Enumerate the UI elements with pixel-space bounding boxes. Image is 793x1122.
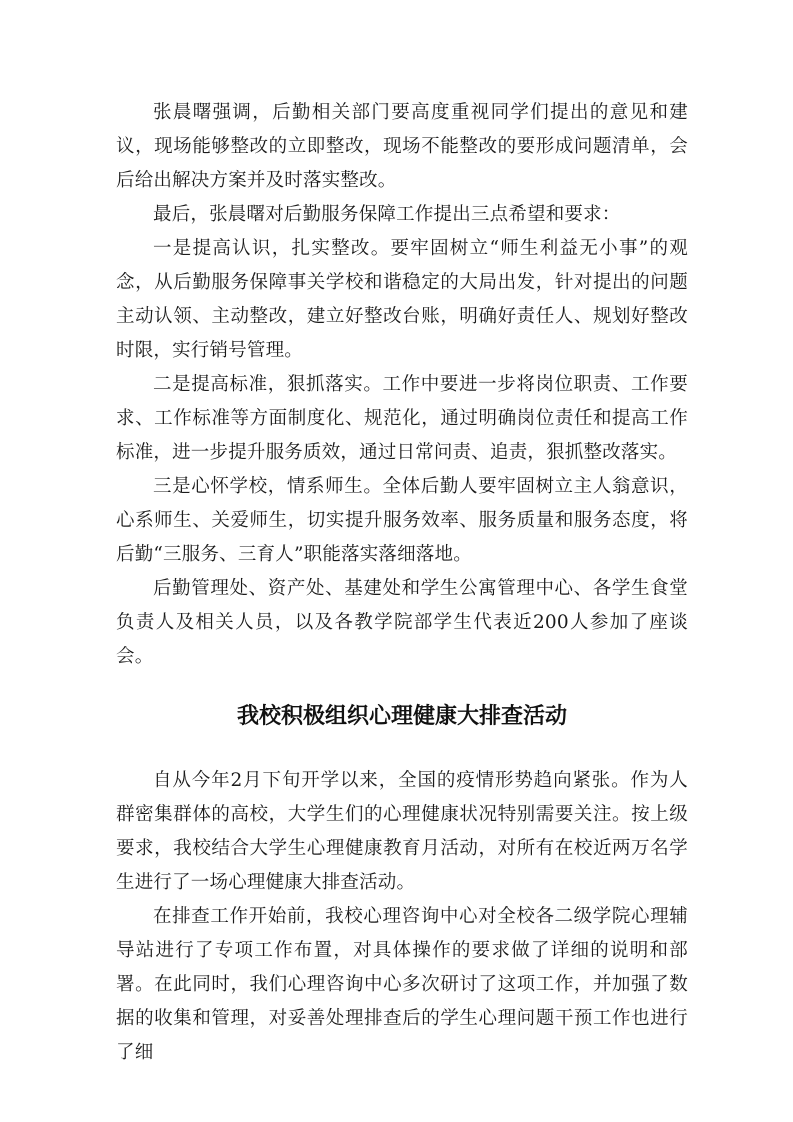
- paragraph-requirement-two: 二是提高标准，狠抓落实。工作中要进一步将岗位职责、工作要求、工作标准等方面制度化、规范化，通过明确岗位责任和提高工作标准，进一步提升服务质效，通过日常问责、追责，狠抓整改落实。: [116, 374, 688, 463]
- paragraph-background: 自从今年2月下旬开学以来，全国的疫情形势趋向紧张。作为人群密集群体的高校，大学生们的心理健康状况特别需要关注。按上级要求，我校结合大学生心理健康教育月活动，对所有在校近两万名学生进行了一场心理健康大排查活动。: [116, 770, 688, 893]
- paragraph-preparation: 在排查工作开始前，我校心理咨询中心对全校各二级学院心理辅导站进行了专项工作布置，对具体操作的要求做了详细的说明和部署。在此同时，我们心理咨询中心多次研讨了这项工作，并加强了数据的收集和管理，对妥善处理排查后的学生心理问题干预工作也进行了细: [116, 906, 688, 1063]
- paragraph-requirement-one: 一是提高认识，扎实整改。要牢固树立“师生利益无小事”的观念，从后勤服务保障事关学校和谐稳定的大局出发，针对提出的问题主动认领、主动整改，建立好整改台账，明确好责任人、规划好整改时限，实行销号管理。: [116, 238, 688, 361]
- article-title: 我校积极组织心理健康大排查活动: [236, 704, 567, 729]
- paragraph-requirements-intro: 最后，张晨曙对后勤服务保障工作提出三点希望和要求：: [153, 204, 621, 225]
- paragraph-requirement-three: 三是心怀学校，情系师生。全体后勤人要牢固树立主人翁意识，心系师生、关爱师生，切实提升服务效率、服务质量和服务态度，将后勤“三服务、三育人”职能落实落细落地。: [116, 476, 688, 565]
- paragraph-attendees: 后勤管理处、资产处、基建处和学生公寓管理中心、各学生食堂负责人及相关人员，以及各教学院部学生代表近200人参加了座谈会。: [116, 578, 688, 667]
- paragraph-emphasis: 张晨曙强调，后勤相关部门要高度重视同学们提出的意见和建议，现场能够整改的立即整改，现场不能整改的要形成问题清单，会后给出解决方案并及时落实整改。: [116, 102, 688, 191]
- document-page: [116, 96, 688, 1070]
